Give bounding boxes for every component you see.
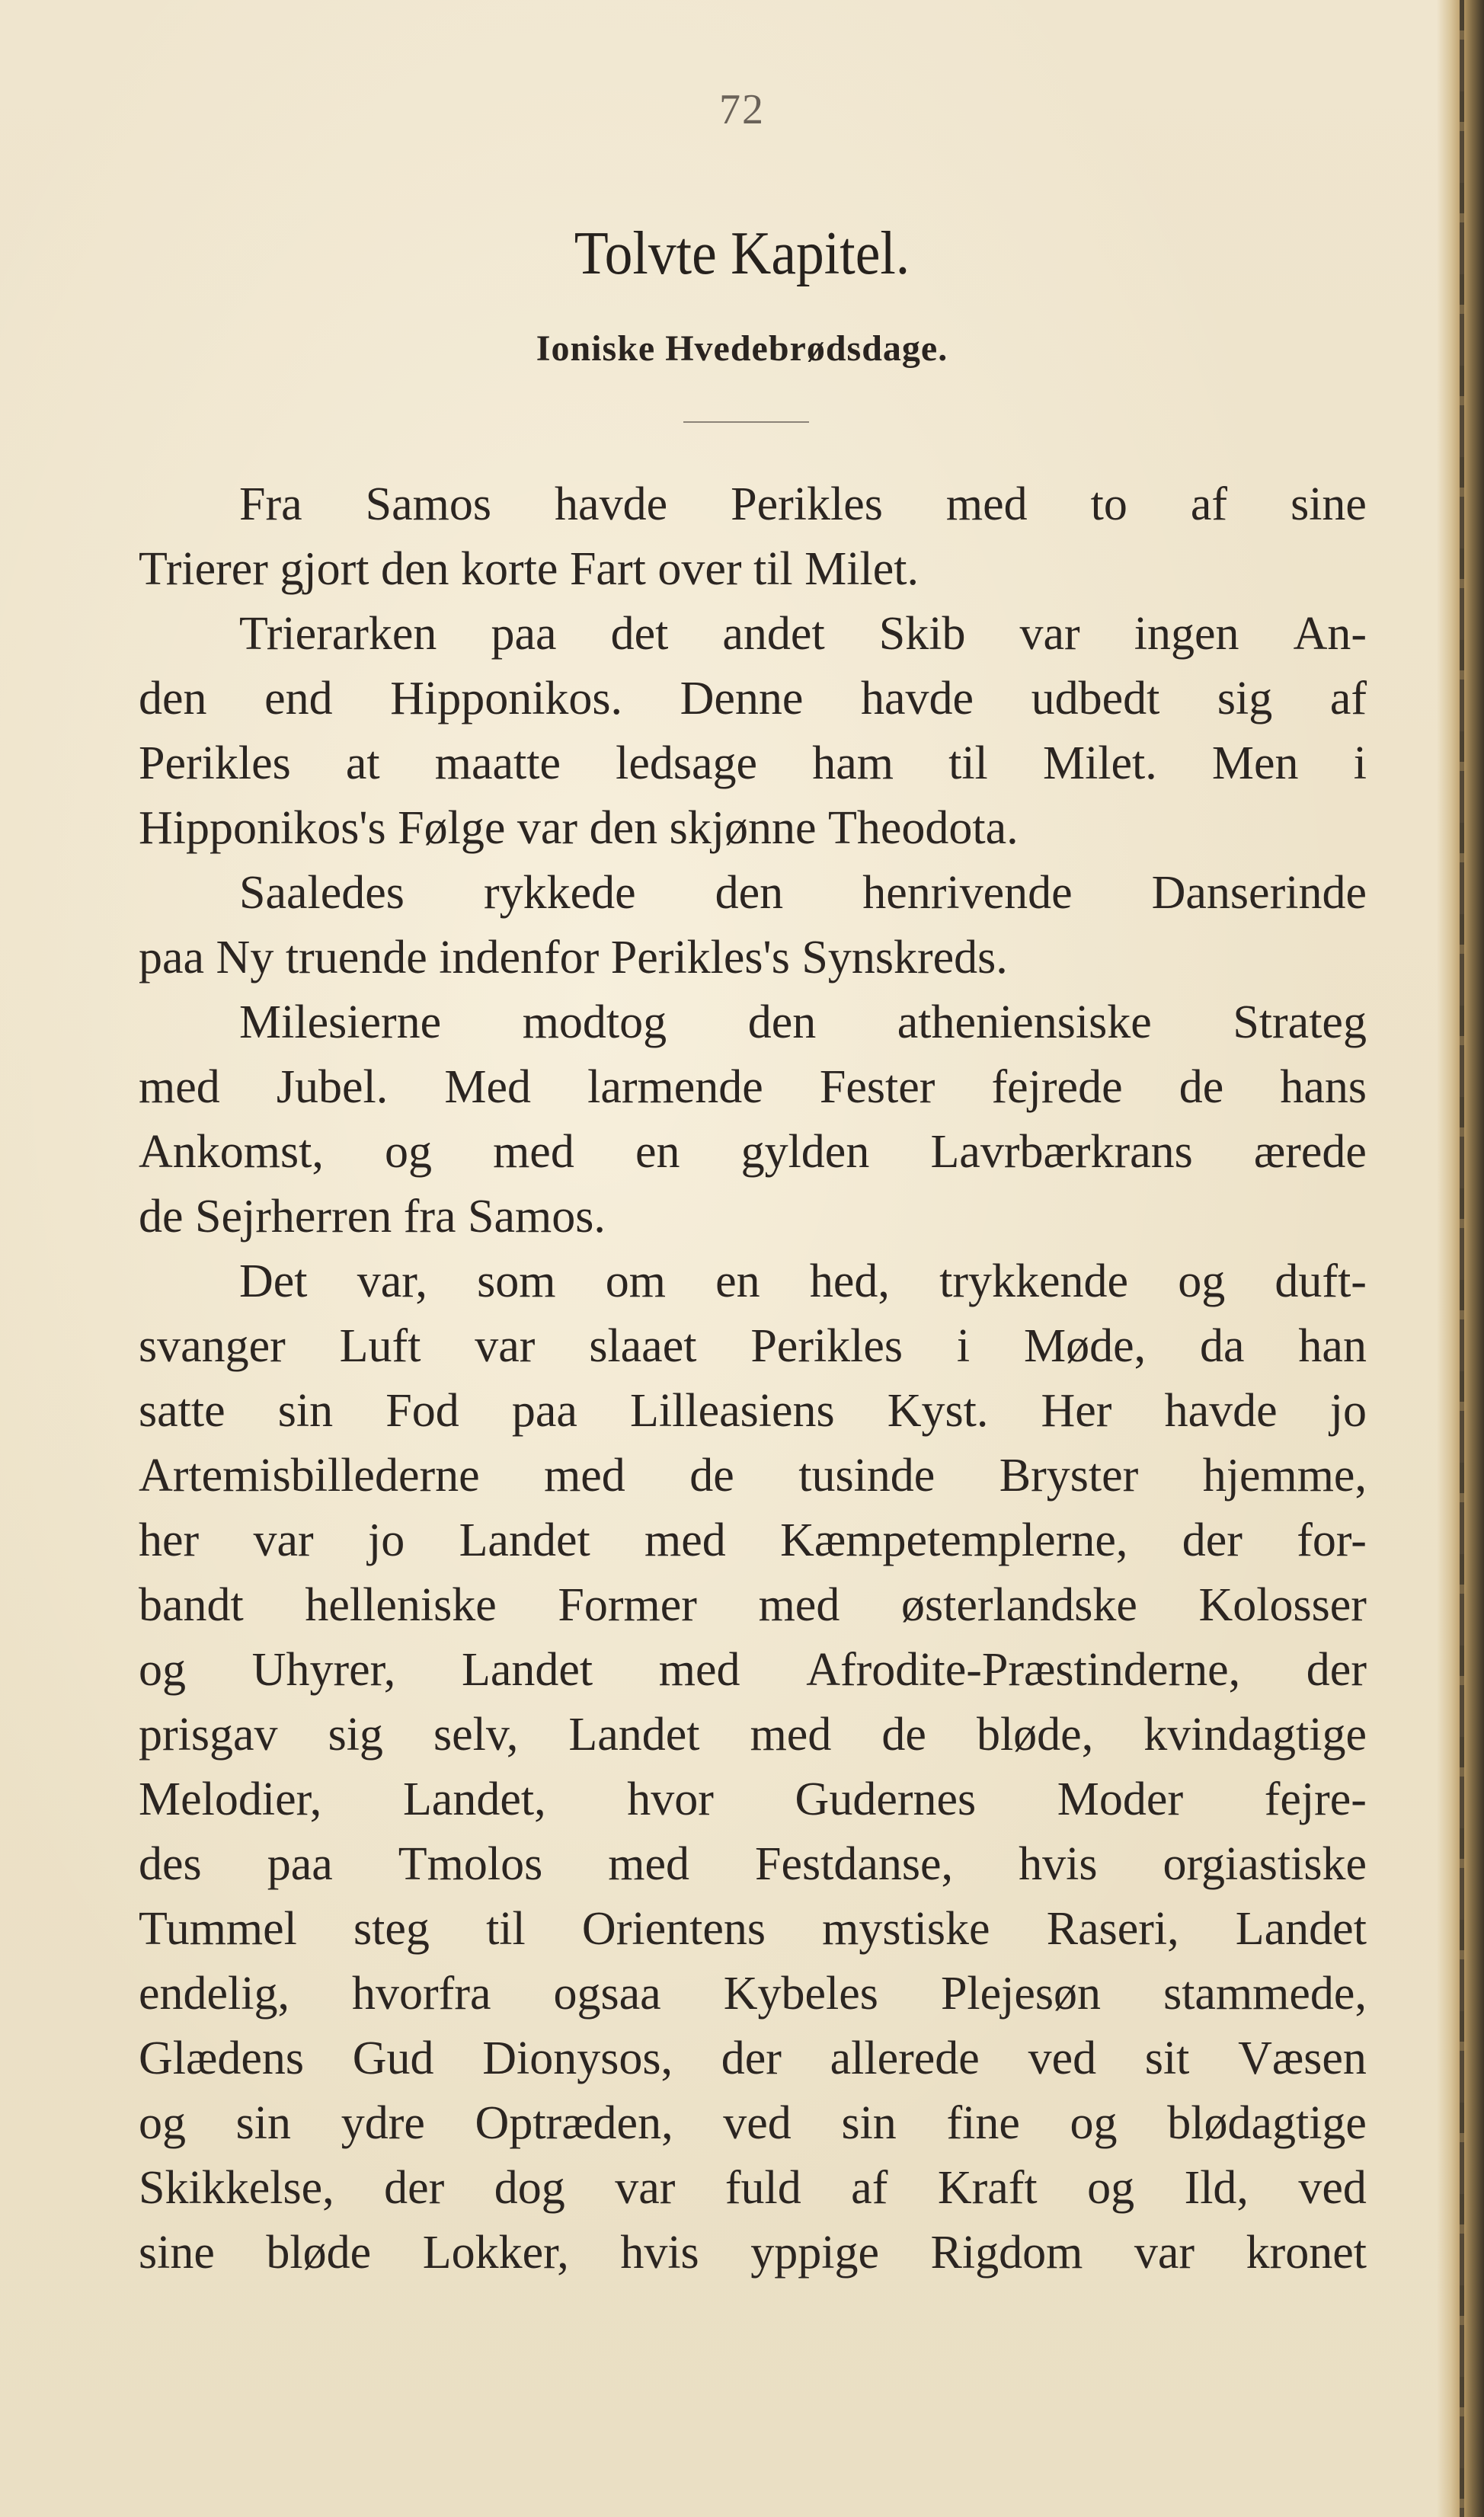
text-line: her var jo Landet med Kæmpetemplerne, der for- bbox=[139, 1514, 1367, 1566]
text-line: prisgav sig selv, Landet med de bløde, kvindagtige bbox=[139, 1709, 1367, 1761]
chapter-title: Tolvte Kapitel. bbox=[574, 220, 910, 287]
text-line: den end Hipponikos. Denne havde udbedt sig af bbox=[139, 673, 1367, 724]
text-line: Artemisbillederne med de tusinde Bryster hjemme, bbox=[139, 1450, 1367, 1502]
chapter-subtitle: Ioniske Hvedebrødsdage. bbox=[536, 328, 948, 369]
text-line: Milesierne modtog den atheniensiske Strateg bbox=[239, 996, 1367, 1048]
text-line: des paa Tmolos med Festdanse, hvis orgiastiske bbox=[139, 1838, 1367, 1890]
text-line: bandt helleniske Former med østerlandske Kolosser bbox=[139, 1579, 1367, 1631]
title-divider-rule bbox=[683, 421, 809, 423]
page-edge-line bbox=[1460, 0, 1464, 2517]
text-line: Saaledes rykkede den henrivende Danserinde bbox=[239, 867, 1367, 919]
text-line: svanger Luft var slaaet Perikles i Møde, da han bbox=[139, 1320, 1367, 1372]
text-line: og Uhyrer, Landet med Afrodite-Præstinderne, der bbox=[139, 1644, 1367, 1696]
text-line: Ankomst, og med en gylden Lavrbærkrans ærede bbox=[139, 1126, 1367, 1178]
text-line: paa Ny truende indenfor Perikles's Synskreds. bbox=[139, 932, 1008, 983]
text-line: Trierer gjort den korte Fart over til Milet. bbox=[139, 543, 919, 595]
text-line: og sin ydre Optræden, ved sin fine og blødagtige bbox=[139, 2097, 1367, 2149]
page-number: 72 bbox=[719, 86, 765, 133]
text-line: Hipponikos's Følge var den skjønne Theodota. bbox=[139, 802, 1019, 854]
text-line: satte sin Fod paa Lilleasiens Kyst. Her havde jo bbox=[139, 1385, 1367, 1437]
text-line: Trierarken paa det andet Skib var ingen An- bbox=[239, 608, 1367, 660]
body-text bbox=[139, 472, 1367, 2285]
text-line: Perikles at maatte ledsage ham til Milet. Men i bbox=[139, 737, 1367, 789]
text-line: med Jubel. Med larmende Fester fejrede de hans bbox=[139, 1061, 1367, 1113]
text-line: de Sejrherren fra Samos. bbox=[139, 1191, 606, 1243]
text-line: Det var, som om en hed, trykkende og duft- bbox=[239, 1255, 1367, 1307]
text-line: Tummel steg til Orientens mystiske Raseri, Landet bbox=[139, 1903, 1367, 1955]
text-line: sine bløde Lokker, hvis yppige Rigdom var kronet bbox=[139, 2227, 1367, 2279]
text-line: endelig, hvorfra ogsaa Kybeles Plejesøn stammede, bbox=[139, 1968, 1367, 2020]
text-line: Melodier, Landet, hvor Gudernes Moder fejre- bbox=[139, 1773, 1367, 1825]
text-line: Fra Samos havde Perikles med to af sine bbox=[239, 478, 1367, 530]
text-line: Skikkelse, der dog var fuld af Kraft og Ild, ved bbox=[139, 2162, 1367, 2214]
text-line: Glædens Gud Dionysos, der allerede ved sit Væsen bbox=[139, 2032, 1367, 2084]
